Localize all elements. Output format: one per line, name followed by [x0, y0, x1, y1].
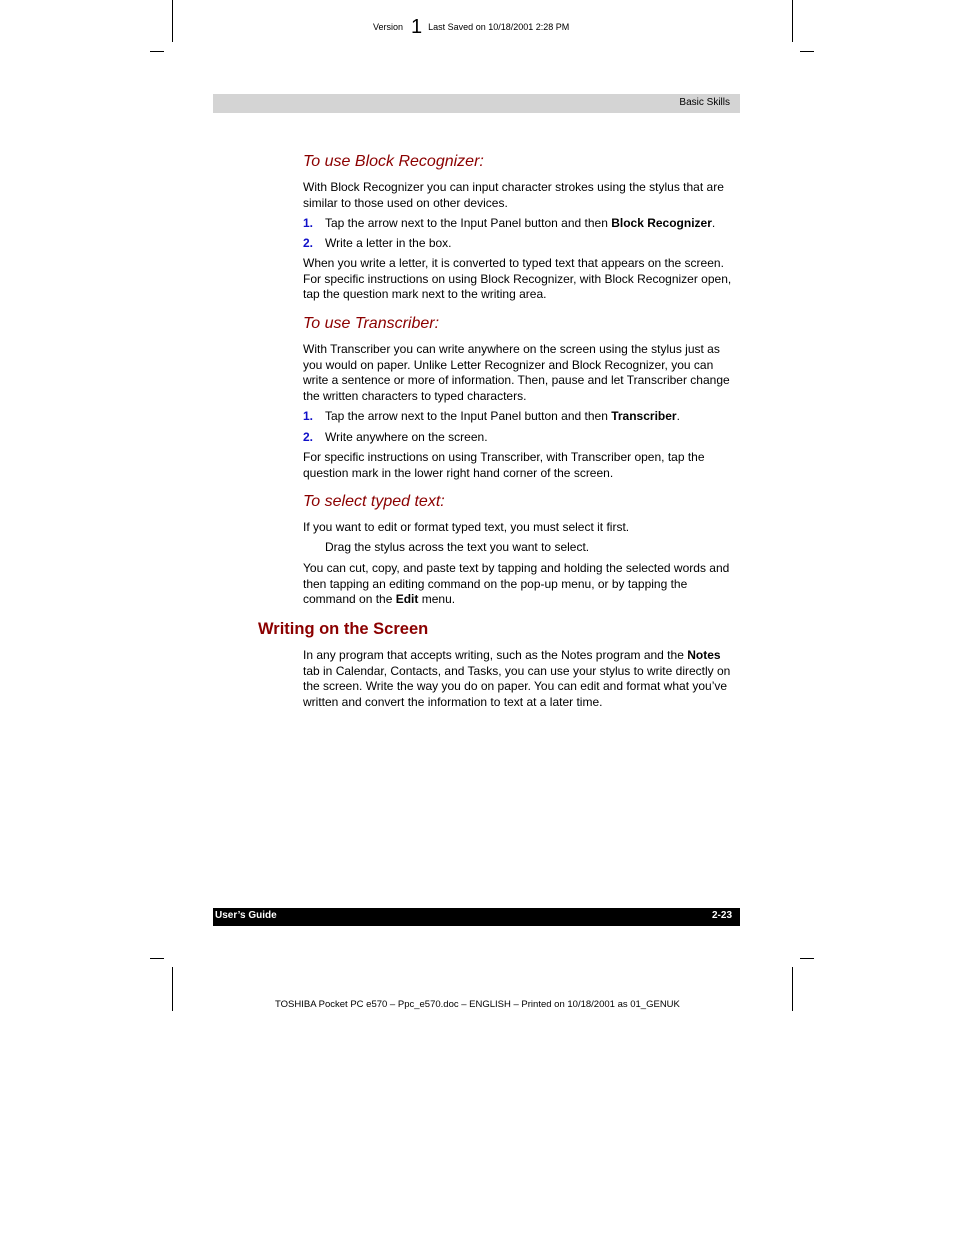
step-bold: Transcriber [611, 409, 677, 423]
para-end: tab in Calendar, Contacts, and Tasks, you can use your stylus to write directly on the screen. Write the way you do on paper. You can edit and format what you’ve written and convert the information to text at a later time. [303, 663, 731, 710]
para-start: In any program that accepts writing, such as the Notes program and the [303, 648, 688, 662]
outro-start: You can cut, copy, and paste text by tapping and holding the selected words and then tapping an editing command on the pop-up menu, or by tapping the command on the [303, 561, 730, 607]
step-bold: Block Recognizer [611, 216, 712, 230]
footer-guide-label: User’s Guide [215, 910, 277, 921]
writing-heading: Writing on the Screen [258, 620, 429, 638]
crop-mark-top-right [792, 0, 793, 42]
last-saved: Last Saved on 10/18/2001 2:28 PM [428, 22, 570, 32]
version-number: 1 [411, 16, 423, 38]
outro-end: menu. [418, 592, 456, 607]
section-title: Basic Skills [679, 97, 730, 108]
step-number: 1. [303, 216, 314, 230]
crop-mark-top-left-h [150, 51, 164, 52]
crop-mark-bottom-right [792, 967, 793, 1011]
crop-mark-bottom-right-h [800, 958, 814, 959]
step-number: 1. [303, 409, 314, 423]
block-recognizer-heading: To use Block Recognizer: [303, 153, 484, 170]
edit-menu-bold: Edit [395, 592, 419, 607]
select-text-instruction: Drag the stylus across the text you want to select. [325, 540, 590, 554]
writing-paragraph [303, 648, 740, 711]
version-label: Version [373, 22, 404, 32]
step-end: . [711, 216, 716, 230]
step-number: 2. [303, 236, 314, 250]
crop-mark-top-left [172, 0, 173, 42]
select-text-heading: To select typed text: [303, 493, 445, 510]
notes-bold: Notes [687, 648, 721, 662]
step-text: Write anywhere on the screen. [325, 430, 488, 444]
step-text: Tap the arrow next to the Input Panel button and then [325, 216, 612, 230]
block-recognizer-intro: With Block Recognizer you can input character strokes using the stylus that are similar to those used on other devices. [303, 180, 724, 210]
select-text-intro: If you want to edit or format typed text, you must select it first. [303, 520, 630, 534]
step-text: Write a letter in the box. [325, 236, 452, 250]
print-info: TOSHIBA Pocket PC e570 – Ppc_e570.doc – ENGLISH – Printed on 10/18/2001 as 01_GENUK [275, 999, 680, 1010]
top-meta [373, 13, 569, 36]
select-text-outro [303, 561, 740, 608]
step-number: 2. [303, 430, 314, 444]
transcriber-intro: With Transcriber you can write anywhere on the screen using the stylus just as you would on paper. Unlike Letter Recognizer and Block Recognizer, you can write a sentence or more of information. Then, pause and let Transcriber change the written characters to typed characters. [303, 342, 730, 404]
transcriber-outro: For specific instructions on using Transcriber, with Transcriber open, tap the question mark in the lower right hand corner of the screen. [303, 450, 705, 480]
transcriber-heading: To use Transcriber: [303, 315, 440, 332]
block-recognizer-outro: When you write a letter, it is converted to typed text that appears on the screen. For specific instructions on using Block Recognizer, with Block Recognizer open, tap the question mark next to the writing area. [303, 256, 732, 302]
crop-mark-bottom-left-h [150, 958, 164, 959]
page-number: 2-23 [711, 910, 732, 921]
footer-bar [213, 908, 740, 926]
step-text: Tap the arrow next to the Input Panel button and then [325, 409, 612, 423]
crop-mark-bottom-left [172, 967, 173, 1011]
step-end: . [676, 409, 680, 423]
crop-mark-top-right-h [800, 51, 814, 52]
header-bar [213, 94, 740, 113]
